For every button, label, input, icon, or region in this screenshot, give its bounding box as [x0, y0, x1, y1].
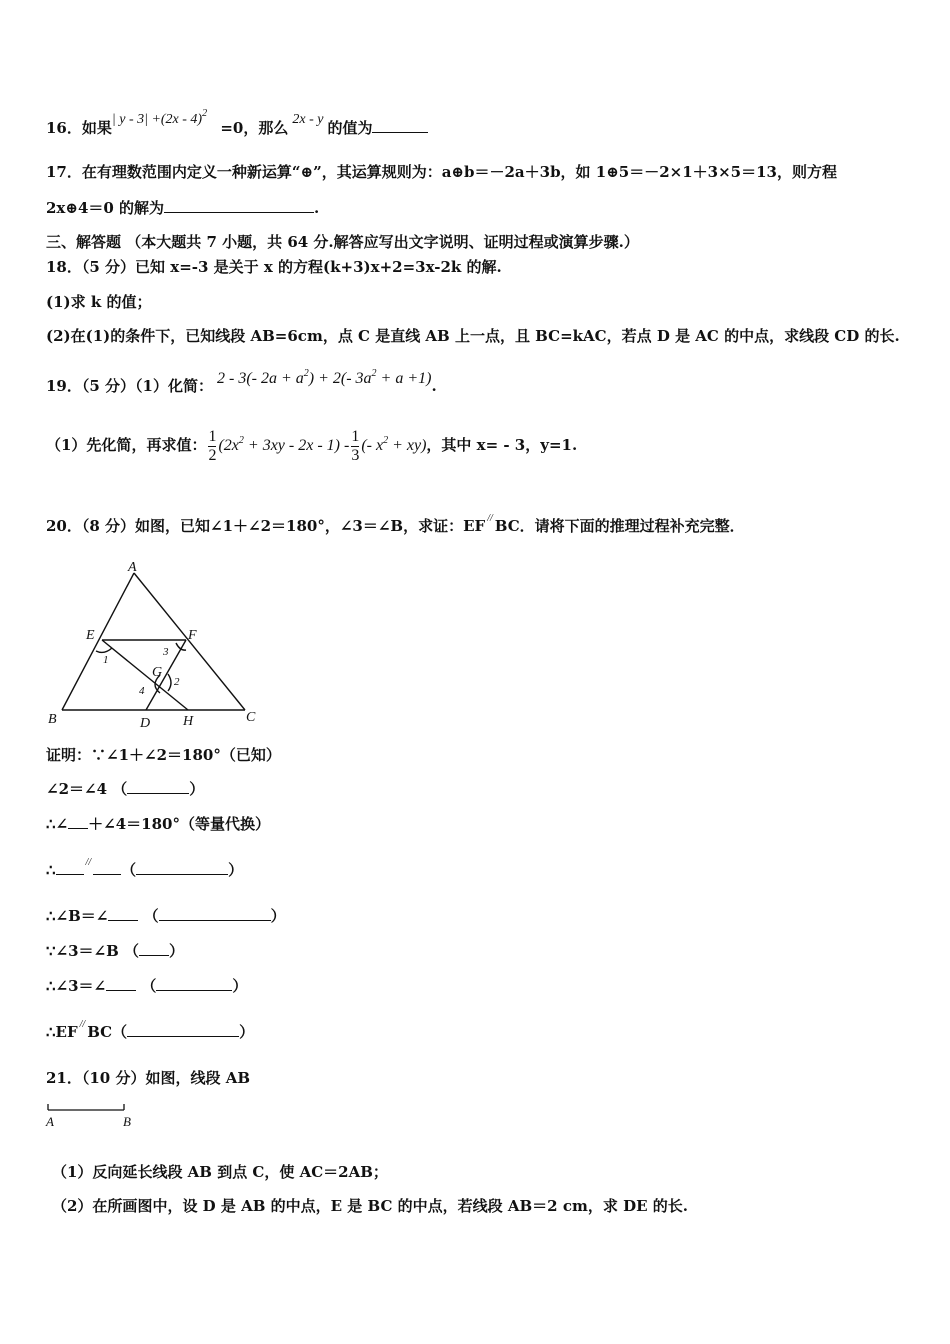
question-19-part-1 [46, 368, 437, 397]
label-2: 2 [174, 676, 180, 688]
fraction-one-half: $\frac{1}{2}$ [208, 427, 217, 464]
q19-values: ，其中 x= - 3，y=1. [426, 436, 578, 454]
label-A: A [46, 1114, 54, 1129]
q20-title-pre: 20．（8 分）如图，已知∠1＋∠2＝180°，∠3＝∠B，求证：EF [46, 517, 486, 535]
label-A: A [128, 560, 137, 575]
q16-exponent: 2 [202, 108, 208, 119]
label-4: 4 [139, 685, 145, 697]
question-17-line-1: 17．在有理数范围内定义一种新运算“⊕”，其运算规则为：a⊕b＝－2a＋3b，如 1⊕5＝－2×1＋3×5＝13，则方程 [46, 163, 837, 181]
proof-blank-5a[interactable] [108, 906, 138, 921]
q19-period: . [431, 377, 437, 395]
fraction-one-third: $\frac{1}{3}$ [351, 427, 360, 464]
q17-period: . [314, 199, 320, 217]
question-17-line-2 [46, 198, 319, 218]
question-21-part-1: （1）反向延长线段 AB 到点 C，使 AC＝2AB； [52, 1163, 388, 1181]
proof-line-2: ∠2＝∠4 （ ） [46, 780, 205, 798]
label-B: B [48, 712, 57, 727]
q16-expression-2: 2x - y [292, 112, 324, 127]
proof-blank-7b[interactable] [156, 976, 232, 991]
q17-text: 2x⊕4＝0 的解为 [46, 199, 165, 217]
angle-3-arc [176, 643, 186, 650]
q19-part2-expression-1: $(2x^2 + 3xy - 2x - 1)$ - [218, 435, 350, 454]
q16-prefix: 16．如果 [46, 119, 112, 137]
proof-line-5: ∴∠B＝∠ （ ） [46, 907, 286, 925]
proof-blank-4b[interactable] [93, 860, 121, 875]
proof-line-3: ∴∠ ＋∠4＝180°（等量代换） [46, 815, 270, 833]
parallel-symbol: // [79, 1019, 86, 1030]
question-20-title [46, 513, 745, 539]
question-16 [46, 108, 428, 140]
parallel-symbol: // [85, 857, 92, 868]
proof-blank-4a[interactable] [56, 860, 84, 875]
parallel-symbol: // [487, 513, 493, 524]
proof-line-1: 证明：∵∠1＋∠2＝180°（已知） [46, 746, 281, 764]
proof-blank-2[interactable] [127, 779, 189, 794]
q16-middle: =0，那么 [220, 119, 289, 137]
label-G: G [152, 665, 163, 680]
triangle-figure [40, 555, 280, 735]
segment-EH [102, 640, 188, 710]
section-3-heading: 三、解答题 （本大题共 7 小题，共 64 分.解答应写出文字说明、证明过程或演算步骤.） [46, 233, 639, 251]
question-21-title: 21．（10 分）如图，线段 AB [46, 1069, 251, 1087]
label-3: 3 [163, 646, 169, 658]
proof-blank-8[interactable] [127, 1022, 239, 1037]
label-D: D [140, 716, 151, 731]
question-19-part-2 [46, 418, 577, 469]
q17-answer-blank[interactable] [164, 198, 314, 213]
label-B: B [123, 1114, 131, 1129]
label-1: 1 [103, 654, 109, 666]
q16-expression: | y - 3| +(2x - 4)$^2$ [111, 108, 208, 127]
q19-expression: 2 - 3(- $2a + a^2) + 2(-$ $3a^2 + a +1$) [216, 368, 432, 387]
label-C: C [246, 710, 256, 725]
angle-1-arc [96, 648, 112, 652]
question-21-part-2: （2）在所画图中，设 D 是 AB 的中点，E 是 BC 的中点，若线段 AB＝2 cm，求 DE 的长. [52, 1197, 688, 1215]
proof-blank-6[interactable] [139, 941, 169, 956]
angle-2-arc [168, 674, 171, 691]
q16-suffix: 的值为 [327, 119, 373, 137]
proof-blank-4c[interactable] [136, 860, 228, 875]
q19-part2-expression-2: (- $x^2 + xy$) [361, 435, 427, 454]
question-18-part-2: (2)在(1)的条件下，已知线段 AB=6cm，点 C 是直线 AB 上一点，且 BC=kAC，若点 D 是 AC 的中点，求线段 CD 的长. [46, 327, 900, 345]
proof-line-8: ∴EF // BC（ ） [46, 1019, 255, 1041]
q19-part2-text: （1）先化简，再求值： [46, 436, 207, 454]
proof-line-6: ∵∠3＝∠B （ ） [46, 942, 185, 960]
label-H: H [183, 714, 194, 729]
proof-blank-7a[interactable] [106, 976, 136, 991]
proof-line-7: ∴∠3＝∠ （ ） [46, 977, 248, 995]
proof-blank-3[interactable] [68, 814, 88, 829]
label-F: F [188, 628, 197, 643]
question-18-part-1: (1)求 k 的值； [46, 293, 152, 311]
q16-answer-blank[interactable] [372, 118, 428, 133]
label-E: E [86, 628, 95, 643]
proof-line-4: ∴ // （ ） [46, 857, 244, 879]
segment-AB [62, 573, 134, 710]
q19-title: 19．（5 分）（1）化简： [46, 377, 213, 395]
proof-blank-5b[interactable] [159, 906, 271, 921]
segment-AB-figure [40, 1100, 150, 1132]
question-18-title: 18．（5 分）已知 x=-3 是关于 x 的方程(k+3)x+2=3x-2k 的解. [46, 258, 502, 276]
q20-title-post: BC．请将下面的推理过程补充完整． [494, 517, 745, 535]
